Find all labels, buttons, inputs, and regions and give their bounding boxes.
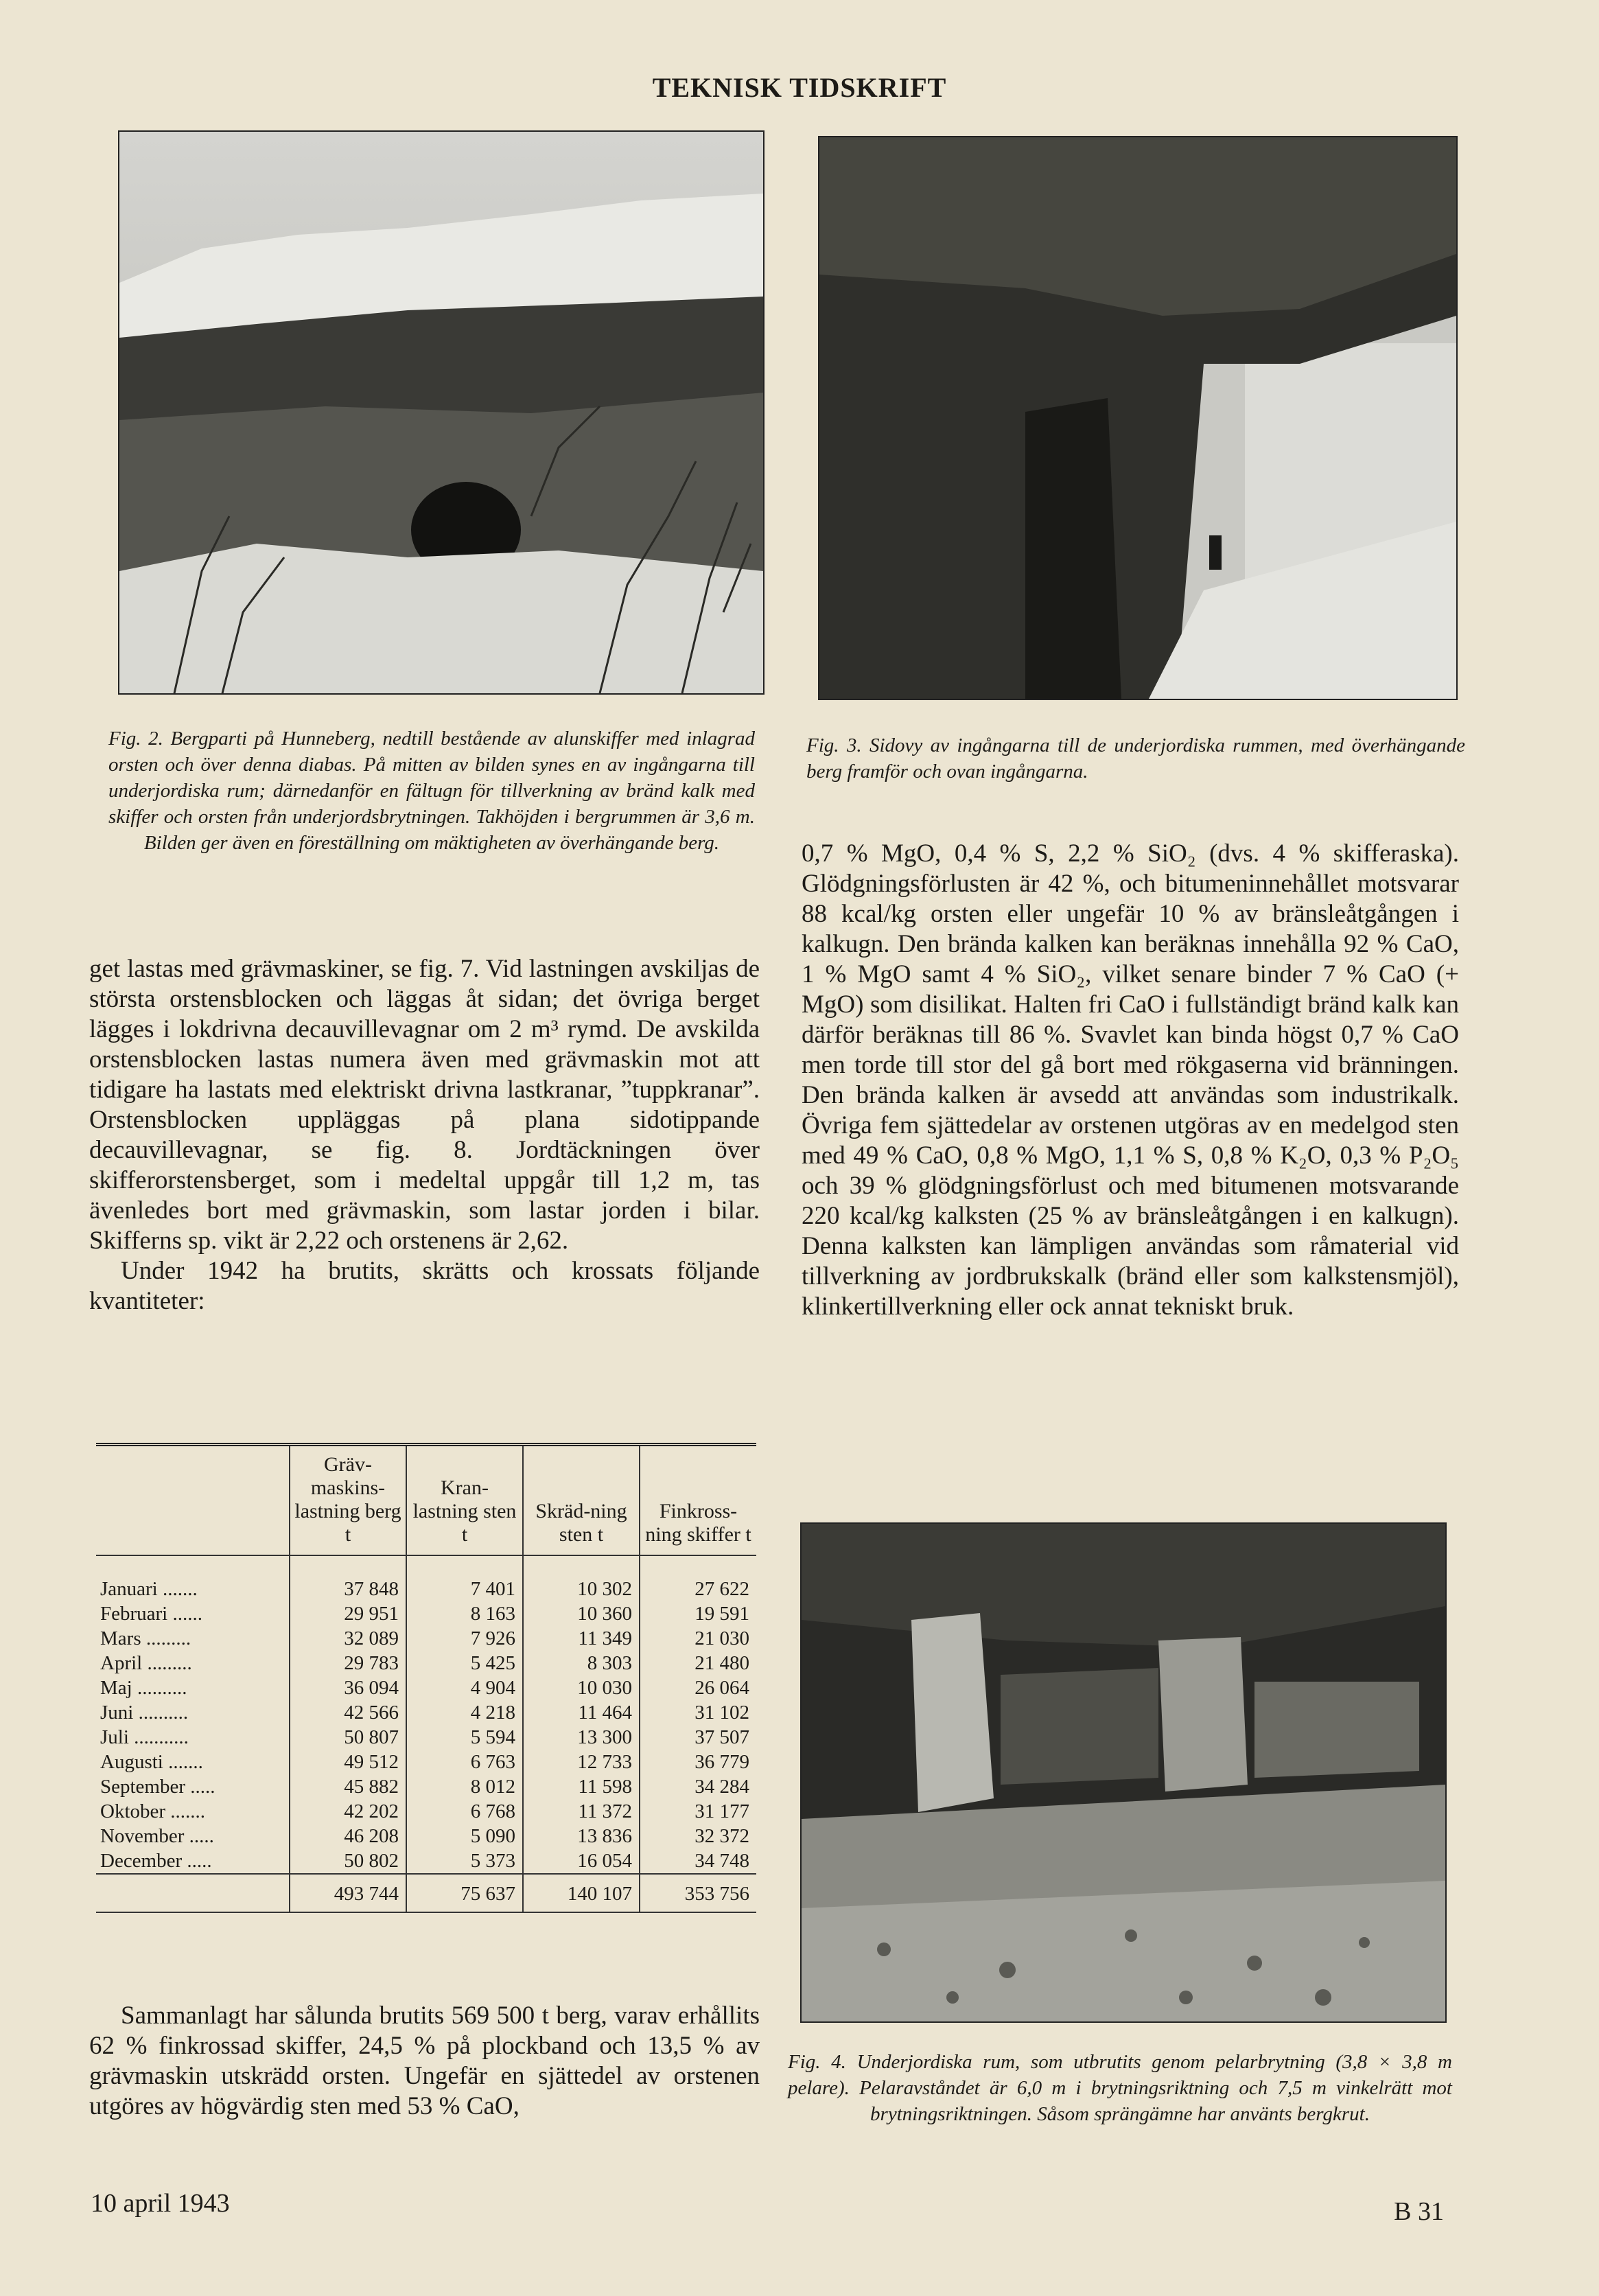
paragraph: Under 1942 ha brutits, skrätts och krossats följande kvantiteter: — [89, 1257, 760, 1315]
table-cell: 5 425 — [406, 1651, 523, 1675]
table-cell: 4 218 — [406, 1700, 523, 1725]
table-row-month: Juli ........... — [100, 1726, 189, 1748]
table-cell: 6 768 — [406, 1799, 523, 1824]
table-cell: 7 401 — [406, 1555, 523, 1601]
left-column-text-bottom — [89, 2001, 760, 2122]
paragraph: get lastas med grävmaskiner, se fig. 7. Vid lastningen avskiljas de största orstensblocken och läggas åt sidan; det övriga berget lägges i lokdrivna decauvillevagnar om 2 m³ rymd. De avskilda orstensblocken lastas numera även med grävmaskin mot att tidigare ha lastats med elektriskt drivna lastkranar, ”tuppkranar”. Orstensblocken uppläggas på plana sidotippande decauvillevagnar, se fig. 8. Jordtäckningen över skifferorstensberget, som i medeltal uppgår till 1,2 m, tas ävenledes bort med grävmaskin, som lastar jorden i bilar. Skifferns sp. vikt är 2,22 och orstenens är 2,62. — [89, 955, 760, 1255]
table-cell: 27 622 — [640, 1555, 756, 1601]
table-cell: 29 951 — [290, 1601, 406, 1626]
production-table-wrap — [96, 1443, 756, 1913]
table-header: Finkross-ning skiffer t — [640, 1446, 756, 1555]
table-cell: 6 763 — [406, 1750, 523, 1774]
table-row — [96, 1700, 756, 1725]
table-row-month: Augusti ....... — [100, 1751, 203, 1773]
table-row — [96, 1750, 756, 1774]
table-row-month: Februari ...... — [100, 1603, 202, 1625]
journal-title: TEKNISK TIDSKRIFT — [652, 72, 947, 103]
table-cell: 8 303 — [523, 1651, 640, 1675]
table-cell: 31 177 — [640, 1799, 756, 1824]
table-cell: 32 372 — [640, 1824, 756, 1848]
table-row — [96, 1555, 756, 1601]
figure-2-caption: Fig. 2. Bergparti på Hunneberg, nedtill bestående av alunskiffer med inlagrad orsten och över denna diabas. På mitten av bilden synes en av ingångarna till underjordiska rum; därnedanför en fältugn för tillverkning av bränd kalk med skiffer och orsten från underjordsbrytningen. Takhöjden i bergrummen är 3,6 m. Bilden ger även en föreställning om mäktigheten av överhängande berg. — [108, 728, 755, 854]
paragraph: Sammanlagt har sålunda brutits 569 500 t berg, varav erhållits 62 % finkrossad skiffer, 24,5 % på plockband och 13,5 % av grävmaskin utskrädd orsten. Ungefär en sjättedel av orstenen utgöres av högvärdig sten med 53 % CaO, — [89, 2002, 760, 2120]
table-header: Skräd-ning sten t — [523, 1446, 640, 1555]
table-cell: 29 783 — [290, 1651, 406, 1675]
table-row — [96, 1725, 756, 1750]
table-cell: 11 372 — [523, 1799, 640, 1824]
table-cell: 45 882 — [290, 1774, 406, 1799]
left-column-text-top — [89, 954, 760, 1317]
table-cell: 42 202 — [290, 1799, 406, 1824]
figure-4-caption: Fig. 4. Underjordiska rum, som utbrutits genom pelarbrytning (3,8 × 3,8 m pelare). Pelaravståndet är 6,0 m i brytningsriktning och 7,5 m vinkelrätt mot brytningsriktningen. Såsom sprängämne har använts bergkrut. — [788, 2051, 1452, 2125]
table-row — [96, 1824, 756, 1848]
table-row — [96, 1601, 756, 1626]
table-cell: 7 926 — [406, 1626, 523, 1651]
table-cell: 12 733 — [523, 1750, 640, 1774]
figure-3-caption: Fig. 3. Sidovy av ingångarna till de underjordiska rummen, med överhängande berg framför och ovan ingångarna. — [806, 734, 1465, 782]
table-row-month: Mars ......... — [100, 1627, 191, 1649]
table-row-month: Maj .......... — [100, 1677, 187, 1699]
table-cell: 8 012 — [406, 1774, 523, 1799]
table-cell: 50 807 — [290, 1725, 406, 1750]
table-total-row — [96, 1874, 756, 1912]
table-row-month: April ......... — [100, 1652, 192, 1674]
table-cell: 49 512 — [290, 1750, 406, 1774]
table-header: Gräv-maskins-lastning berg t — [290, 1446, 406, 1555]
table-cell: 32 089 — [290, 1626, 406, 1651]
table-cell: 26 064 — [640, 1675, 756, 1700]
figure-2-photo — [118, 130, 765, 695]
table-cell: 34 748 — [640, 1848, 756, 1874]
figure-4-photo — [800, 1522, 1447, 2023]
table-cell: 37 848 — [290, 1555, 406, 1601]
table-cell: 11 349 — [523, 1626, 640, 1651]
table-cell: 36 094 — [290, 1675, 406, 1700]
table-cell: 353 756 — [640, 1874, 756, 1912]
table-row-month: September ..... — [100, 1776, 215, 1798]
table-cell: 36 779 — [640, 1750, 756, 1774]
table-row — [96, 1799, 756, 1824]
table-cell: 37 507 — [640, 1725, 756, 1750]
right-column-text — [802, 839, 1459, 1322]
table-cell: 5 373 — [406, 1848, 523, 1874]
table-header: Kran-lastning sten t — [406, 1446, 523, 1555]
table-cell: 10 030 — [523, 1675, 640, 1700]
table-row-month: Januari ....... — [100, 1578, 198, 1600]
table-cell: 16 054 — [523, 1848, 640, 1874]
table-cell: 34 284 — [640, 1774, 756, 1799]
figure-3-photo — [818, 136, 1458, 700]
table-cell: 21 030 — [640, 1626, 756, 1651]
table-row — [96, 1626, 756, 1651]
table-cell: 8 163 — [406, 1601, 523, 1626]
table-cell: 11 598 — [523, 1774, 640, 1799]
table-cell — [96, 1874, 290, 1912]
table-row-month: Juni .......... — [100, 1702, 189, 1724]
table-cell: 5 090 — [406, 1824, 523, 1848]
footer-page-number: B 31 — [1394, 2197, 1444, 2226]
table-row-month: November ..... — [100, 1825, 214, 1847]
table-cell: 10 302 — [523, 1555, 640, 1601]
table-cell: 4 904 — [406, 1675, 523, 1700]
table-cell: 21 480 — [640, 1651, 756, 1675]
table-row — [96, 1848, 756, 1874]
table-cell: 13 300 — [523, 1725, 640, 1750]
table-row — [96, 1651, 756, 1675]
table-cell: 42 566 — [290, 1700, 406, 1725]
footer-date: 10 april 1943 — [91, 2189, 230, 2218]
table-cell: 31 102 — [640, 1700, 756, 1725]
table-header-month — [96, 1446, 290, 1555]
table-cell: 46 208 — [290, 1824, 406, 1848]
table-row-month: Oktober ....... — [100, 1800, 206, 1822]
table-cell: 11 464 — [523, 1700, 640, 1725]
table-row-month: December ..... — [100, 1850, 212, 1872]
table-cell: 493 744 — [290, 1874, 406, 1912]
table-cell: 13 836 — [523, 1824, 640, 1848]
table-body — [96, 1555, 756, 1874]
table-cell: 5 594 — [406, 1725, 523, 1750]
table-cell: 10 360 — [523, 1601, 640, 1626]
table-cell: 19 591 — [640, 1601, 756, 1626]
paragraph: 0,7 % MgO, 0,4 % S, 2,2 % SiO₂ (dvs. 4 % skifferaska). Glödgningsförlusten är 42 %, och bitumeninnehållet motsvarar 88 kcal/kg orsten eller ungefär 10 % av bränsleåtgången i kalkugn. Den brända kalken kan beräknas innehålla 92 % CaO, 1 % MgO samt 4 % SiO₂, vilket senare binder 7 % CaO (+ MgO) som disilikat. Halten fri CaO i fullständigt bränd kalk kan därför beräknas till 86 %. Svavlet kan binda högst 0,7 % CaO men torde till stor del gå bort med rökgaserna vid bränningen. Den brända kalken är avsedd att användas som industrikalk. Övriga fem sjättedelar av orstenen utgöras av en medelgod sten med 49 % CaO, 0,8 % MgO, 1,1 % S, 0,8 % K₂O, 0,3 % P₂O₅ och 39 % glödgningsförlust och med bitumenen motsvarande 220 kcal/kg kalksten (25 % av bränsleåtgången i en kalkugn). Denna kalksten kan lämpligen användas som råmaterial vid tillverkning av jordbrukskalk (bränd eller som kalkstensmjöl), klinkertillverkning eller ock annat tekniskt bruk. — [802, 839, 1459, 1321]
table-cell: 75 637 — [406, 1874, 523, 1912]
table-cell: 140 107 — [523, 1874, 640, 1912]
production-table — [96, 1446, 756, 1912]
table-row — [96, 1774, 756, 1799]
table-row — [96, 1675, 756, 1700]
table-cell: 50 802 — [290, 1848, 406, 1874]
